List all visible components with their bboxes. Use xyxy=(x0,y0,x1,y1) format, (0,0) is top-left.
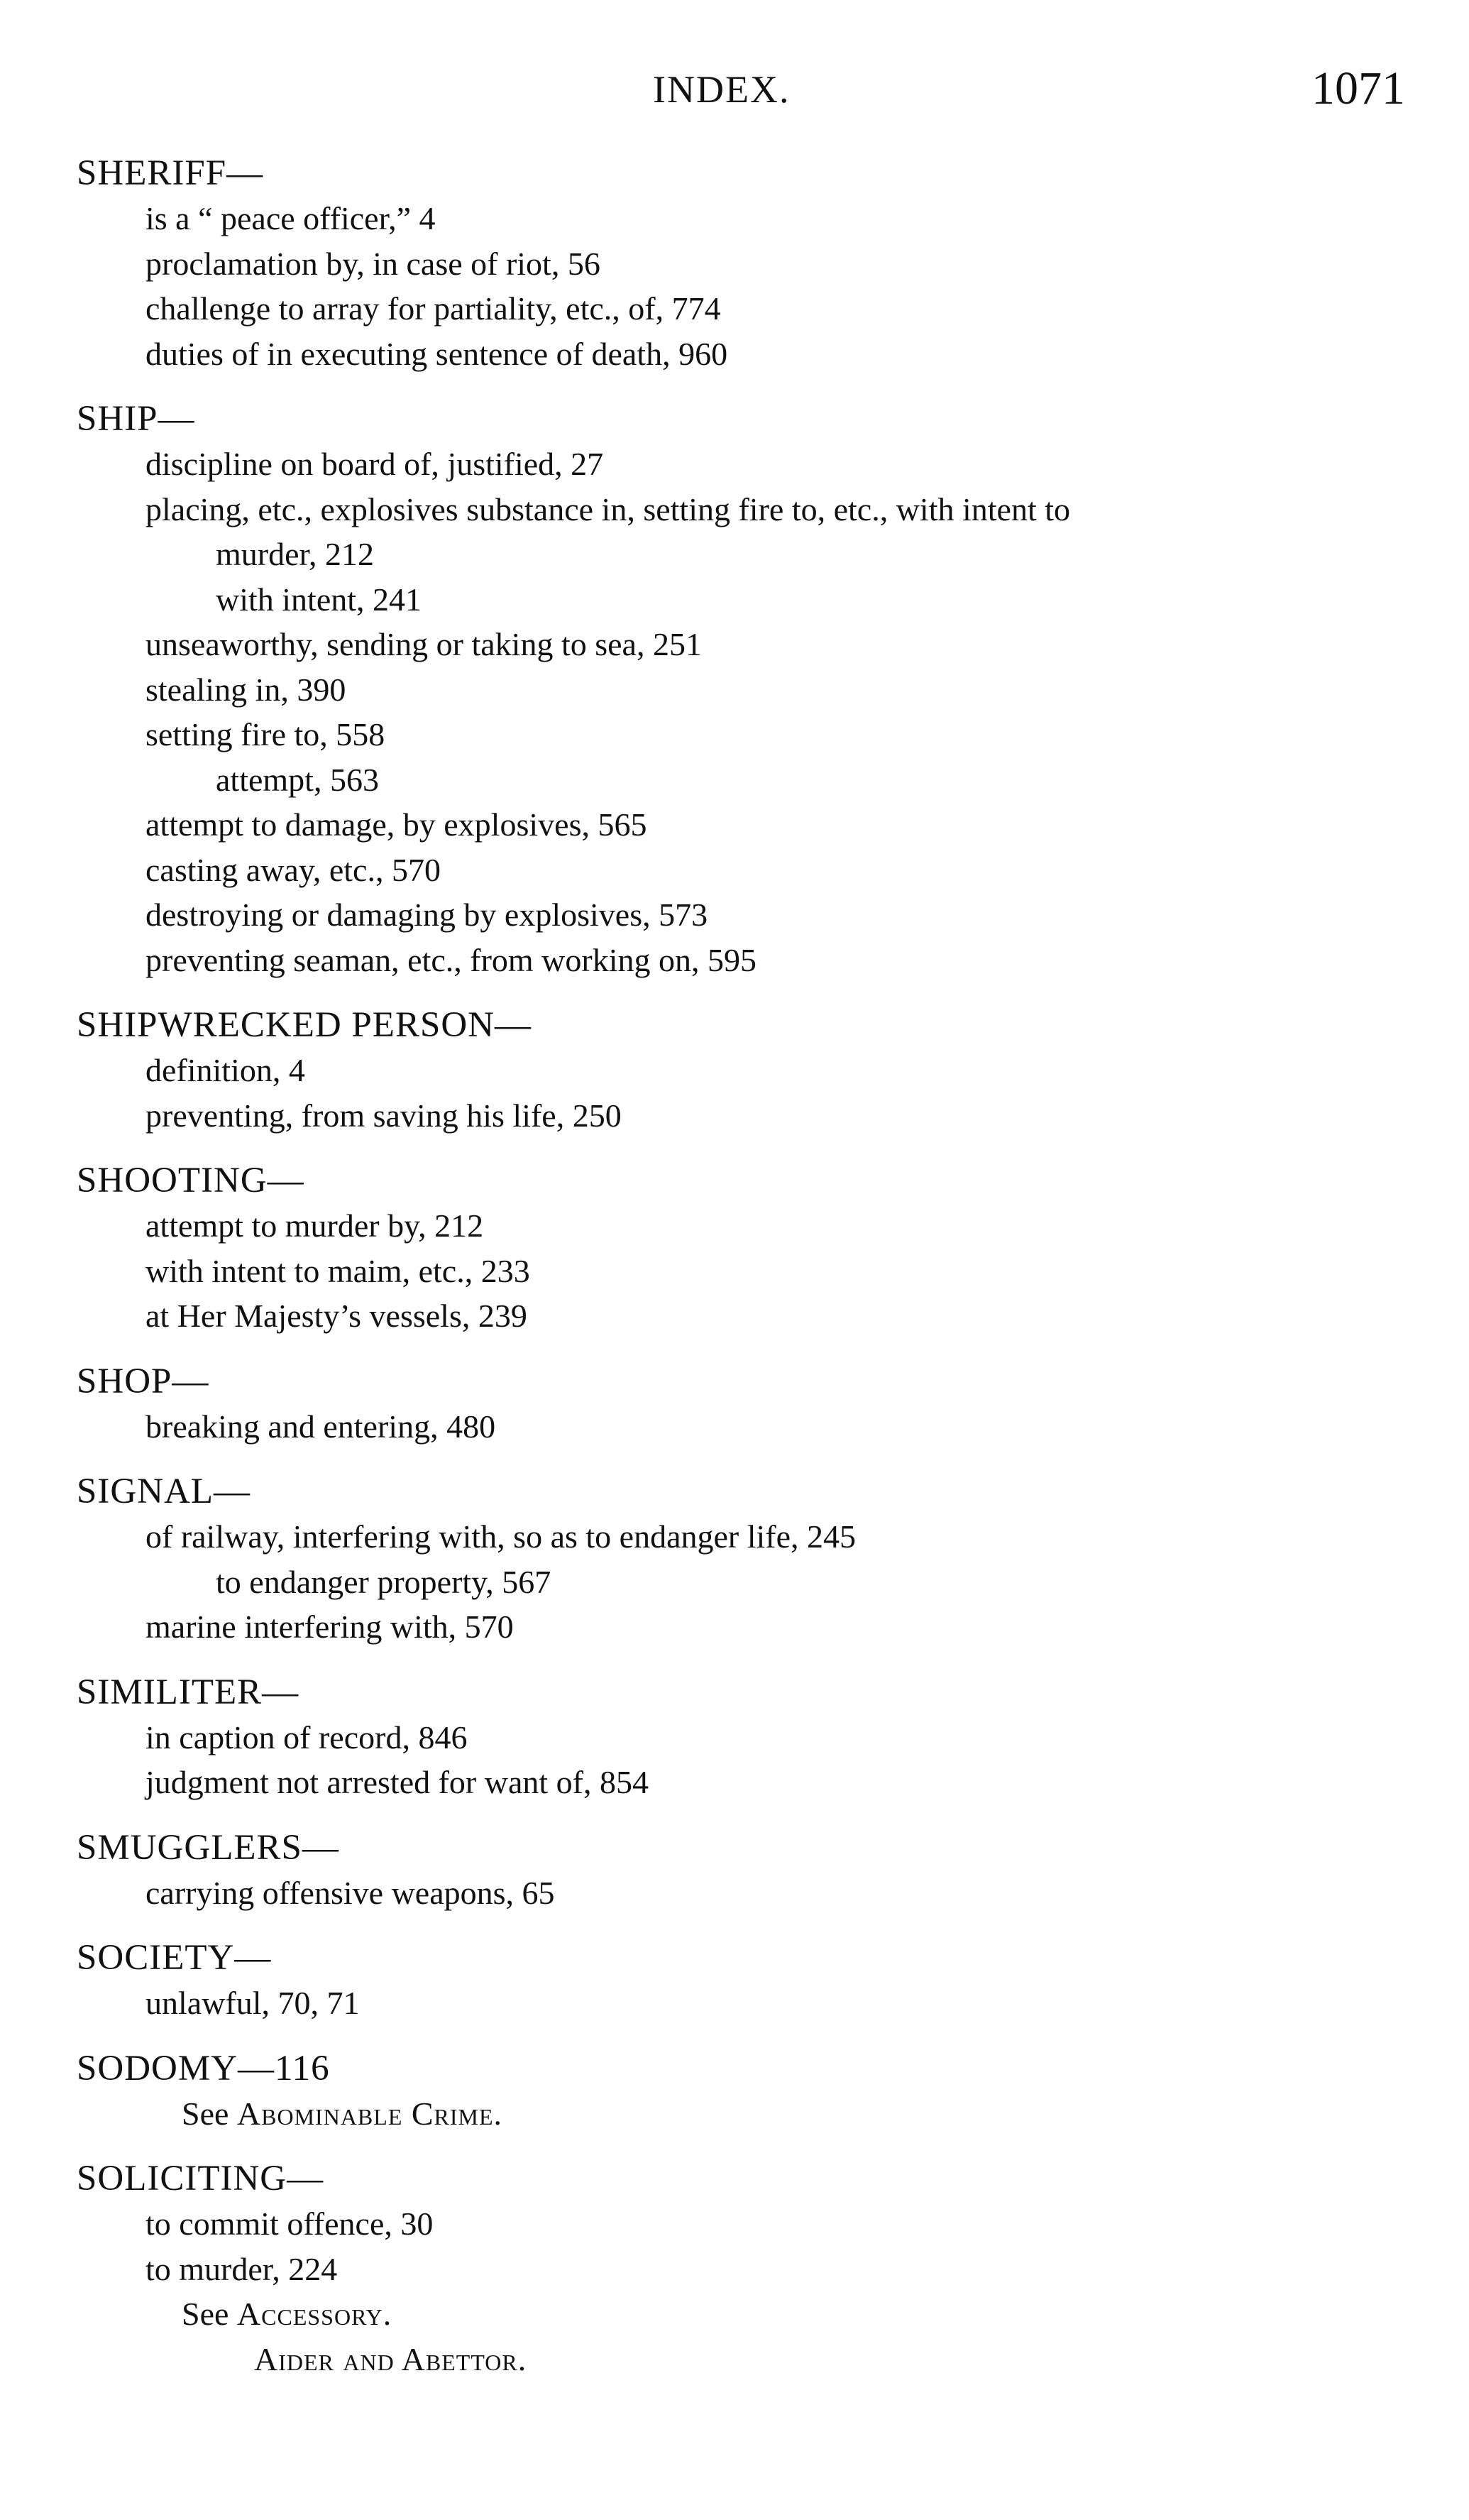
sub-entry: at Her Majesty’s vessels, 239 xyxy=(145,1298,527,1334)
index-body xyxy=(77,150,1425,2401)
sub-entry: carrying offensive weapons, 65 xyxy=(145,1874,555,1911)
entry-heading: SHIPWRECKED PERSON— xyxy=(77,1005,532,1045)
index-entry-ship xyxy=(77,396,1425,982)
sub-entry: duties of in executing sentence of death, 960 xyxy=(145,335,728,372)
see-prefix: See xyxy=(182,2296,229,2332)
sub-entry-nested: attempt, 563 xyxy=(216,761,379,798)
index-entry-smugglers xyxy=(77,1825,1425,1916)
see-prefix: See xyxy=(182,2095,229,2132)
sub-entry: with intent to maim, etc., 233 xyxy=(145,1252,530,1289)
cross-reference-link: Accessory. xyxy=(236,2296,392,2332)
entry-heading: SOCIETY— xyxy=(77,1938,272,1978)
index-entry-shop xyxy=(77,1359,1425,1450)
index-entry-soliciting xyxy=(77,2156,1425,2382)
entry-heading: SOLICITING— xyxy=(77,2159,324,2198)
sub-entry: unlawful, 70, 71 xyxy=(145,1985,360,2021)
sub-entry: casting away, etc., 570 xyxy=(145,851,441,888)
sub-entry: definition, 4 xyxy=(145,1052,305,1088)
sub-entry-nested: to endanger property, 567 xyxy=(216,1563,551,1600)
sub-entry: is a “ peace officer,” 4 xyxy=(145,200,436,236)
entry-heading: SMUGGLERS— xyxy=(77,1827,339,1868)
index-entry-society xyxy=(77,1935,1425,2026)
sub-entry: destroying or damaging by explosives, 573 xyxy=(145,897,708,933)
entry-heading: SHIP— xyxy=(77,399,195,439)
entry-heading: SIMILITER— xyxy=(77,1672,299,1712)
page-header xyxy=(0,62,1469,124)
sub-entry-nested: with intent, 241 xyxy=(216,581,422,618)
index-entry-similiter xyxy=(77,1670,1425,1805)
sub-entry: of railway, interfering with, so as to endanger life, 245 xyxy=(145,1518,857,1555)
index-entry-signal xyxy=(77,1469,1425,1650)
sub-entry: preventing, from saving his life, 250 xyxy=(145,1097,622,1134)
cross-reference-link: Abominable Crime. xyxy=(236,2095,503,2132)
sub-entry: breaking and entering, 480 xyxy=(145,1408,496,1445)
sub-entry: placing, etc., explosives substance in, setting fire to, etc., with intent to xyxy=(145,491,1071,527)
sub-entry: unseaworthy, sending or taking to sea, 251 xyxy=(145,626,702,662)
entry-heading: SHOP— xyxy=(77,1361,209,1401)
entry-heading: SODOMY—116 xyxy=(77,2048,330,2088)
index-entry-sodomy xyxy=(77,2046,1425,2137)
sub-entry: attempt to murder by, 212 xyxy=(145,1207,484,1244)
sub-entry: proclamation by, in case of riot, 56 xyxy=(145,245,600,282)
sub-entry: in caption of record, 846 xyxy=(145,1719,468,1755)
entry-heading: SHOOTING— xyxy=(77,1161,304,1200)
see-reference xyxy=(77,2091,1425,2137)
cross-reference-link: Aider and Abettor. xyxy=(254,2340,527,2377)
sub-entry: to murder, 224 xyxy=(145,2250,338,2287)
sub-entry: setting fire to, 558 xyxy=(145,716,385,752)
sub-entry: discipline on board of, justified, 27 xyxy=(145,446,604,482)
index-entry-sheriff xyxy=(77,150,1425,376)
entry-heading: SIGNAL— xyxy=(77,1472,251,1511)
see-reference xyxy=(77,2291,1425,2337)
running-header-title: INDEX. xyxy=(653,68,791,111)
sub-entry-continuation: murder, 212 xyxy=(216,536,374,572)
entry-heading: SHERIFF— xyxy=(77,153,264,193)
index-entry-shipwrecked-person xyxy=(77,1002,1425,1138)
sub-entry: preventing seaman, etc., from working on, 595 xyxy=(145,941,756,978)
index-entry-shooting xyxy=(77,1158,1425,1339)
sub-entry: judgment not arrested for want of, 854 xyxy=(145,1764,649,1800)
sub-entry: attempt to damage, by explosives, 565 xyxy=(145,806,647,843)
sub-entry: marine interfering with, 570 xyxy=(145,1609,514,1645)
sub-entry: to commit offence, 30 xyxy=(145,2206,434,2242)
sub-entry: stealing in, 390 xyxy=(145,671,346,708)
see-reference-continuation xyxy=(77,2337,1425,2382)
page-number: 1071 xyxy=(1311,62,1405,114)
sub-entry: challenge to array for partiality, etc., of, 774 xyxy=(145,290,721,327)
